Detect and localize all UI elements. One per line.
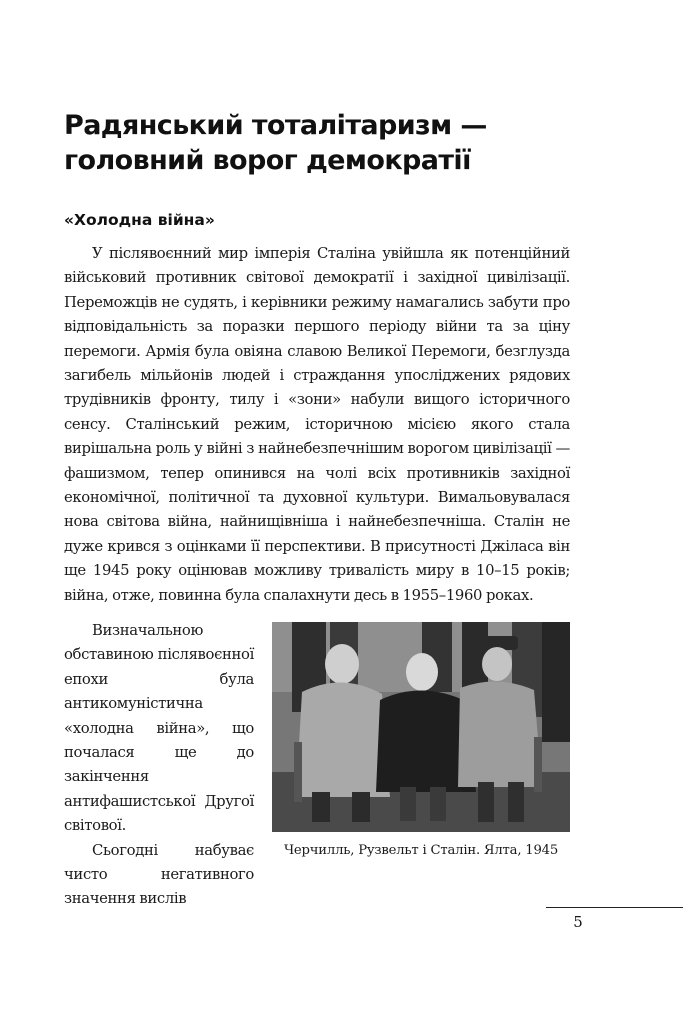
side-column-text xyxy=(64,619,254,912)
page-number: 5 xyxy=(573,913,583,931)
yalta-photo-illustration xyxy=(272,622,570,832)
body-paragraph-3: Сьогодні набуває чисто негативного значення вислів xyxy=(64,841,254,908)
chapter-title-line-2: головний ворог демократії xyxy=(64,145,471,176)
footer-rule xyxy=(546,907,683,908)
chapter-title xyxy=(64,108,624,178)
photo-caption: Черчилль, Рузвельт і Сталін. Ялта, 1945 xyxy=(283,843,559,858)
body-paragraph-1: У післявоєнний мир імперія Сталіна увійшла як потенційний військовий противник світової демократії і західної цивілізації. Переможців не судять, і керівники режиму намагались забути про відповідальність за поразки першого періоду війни та за ціну перемоги. Армія була овіяна славою Великої Перемоги, безглузда загибель мільйонів людей і страждання упосліджених рядових трудівників фронту, тилу і «зони» набули вищого історичного сенсу. Сталінський режим, історичною місією якого стала вирішальна роль у війні з найнебезпечнішим ворогом цивілізації — фашизмом, тепер опинився на чолі всіх противників західної економічної, політичної та духовної культури. Вимальовувалася нова світова війна, найнищівніша і найнебезпечніша. Сталін не дуже крився з оцінками її перспективи. В присутності Джіласа він ще 1945 року оцінював можливу тривалість миру в 10–15 років; війна, отже, повинна була спалахнути десь в 1955–1960 роках. xyxy=(64,245,570,604)
yalta-photo-figure xyxy=(272,622,570,860)
yalta-conference-photo xyxy=(272,622,570,832)
section-heading: «Холодна війна» xyxy=(64,211,215,229)
body-paragraph-2: Визначальною обставиною післявоєнної епохи була антикомуністична «холодна війна», що почалася ще до закінчення антифашистської Другої світової. xyxy=(64,622,254,835)
chapter-title-line-1: Радянський тоталітаризм — xyxy=(64,110,487,141)
